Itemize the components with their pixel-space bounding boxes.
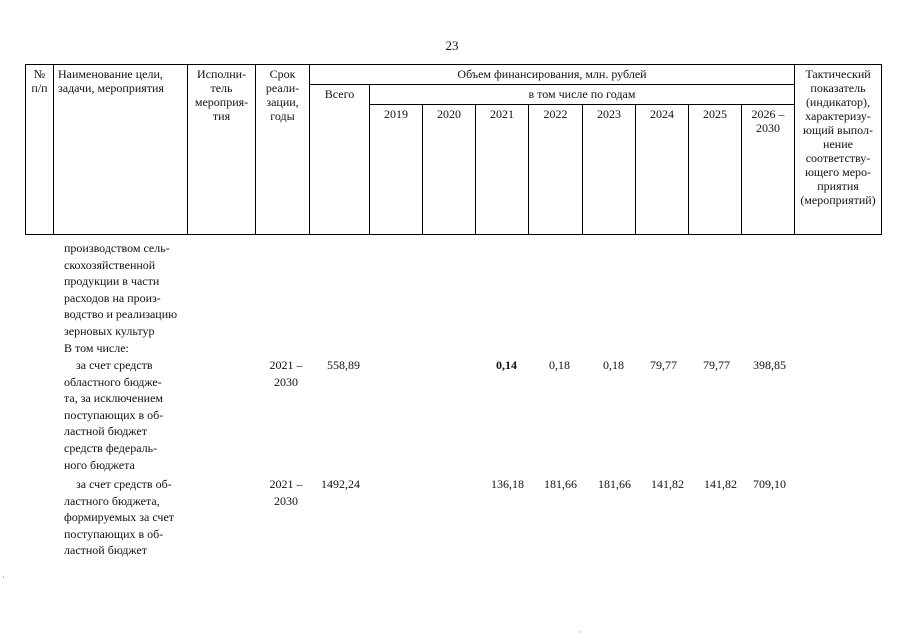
header-period: Срок реали-зации, годы (256, 65, 310, 235)
header-year: 2024 (636, 105, 689, 235)
row-period: 2021 – 2030 (269, 477, 303, 508)
row-description: за счет средств областного бюдже- та, за исключением поступающих в об- ластной бюджет средств федераль- ного бюджета (64, 358, 164, 472)
row-value-2022: 0,18 (549, 358, 570, 372)
header-funding: Объем финансирования, млн. рублей (310, 65, 795, 85)
header-year: 2026 – 2030 (742, 105, 795, 235)
header-year: 2025 (689, 105, 742, 235)
header-by-years: в том числе по годам (370, 85, 795, 105)
header-executor: Исполни-тель мероприя-тия (188, 65, 256, 235)
row-value-2025: 79,77 (703, 358, 730, 372)
row-value-2025: 141,82 (704, 477, 737, 491)
row-value-2021: 136,18 (491, 477, 524, 491)
header-name: Наименование цели, задачи, мероприятия (54, 65, 188, 235)
row-value-2021: 0,14 (496, 358, 517, 372)
header-table (25, 64, 882, 235)
row-value-2024: 141,82 (651, 477, 684, 491)
header-year: 2023 (583, 105, 636, 235)
row-value-2024: 79,77 (650, 358, 677, 372)
header-year: 2022 (529, 105, 583, 235)
header-num: № п/п (26, 65, 54, 235)
scan-speck: · (2, 572, 5, 582)
row-description: за счет средств об- ластного бюджета, формируемых за счет поступающих в об- ластной бюджет (64, 477, 175, 558)
row-period: 2021 – 2030 (269, 358, 303, 389)
header-year: 2020 (423, 105, 476, 235)
header-year: 2021 (476, 105, 529, 235)
row-total: 1492,24 (321, 477, 360, 491)
row-value-2022: 181,66 (544, 477, 577, 491)
header-year: 2019 (370, 105, 423, 235)
scan-speck: · (578, 627, 581, 637)
header-total: Всего (310, 85, 370, 235)
page-number: 23 (445, 38, 459, 53)
row-value-2026-2030: 709,10 (753, 477, 786, 491)
continuation-text: производством сель- скохозяйственной продукции в части расходов на произ- водство и реализацию зерновых культур В том числе: (64, 240, 185, 356)
row-value-2023: 181,66 (598, 477, 631, 491)
header-indicator: Тактический показатель (индикатор), характеризу-ющий выпол-нение соответству-ющего меро-приятия (мероприятий) (795, 65, 882, 235)
row-value-2023: 0,18 (603, 358, 624, 372)
including-label: В том числе: (64, 340, 129, 355)
row-value-2026-2030: 398,85 (753, 358, 786, 372)
row-total: 558,89 (327, 358, 360, 372)
